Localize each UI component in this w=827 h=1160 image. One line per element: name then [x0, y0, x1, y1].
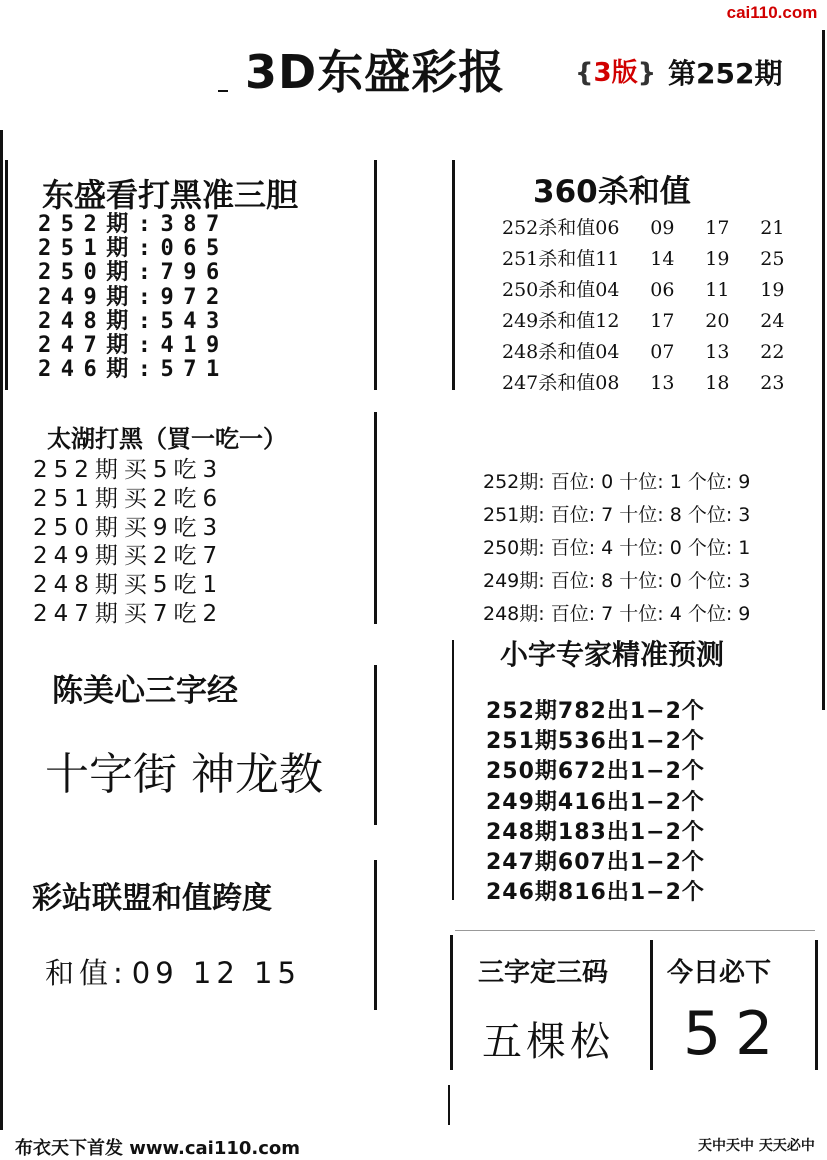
s1-left-line [5, 160, 8, 390]
expert-list [486, 697, 705, 908]
dongsheng-list [38, 213, 229, 382]
s2-right-line [374, 412, 377, 624]
list-item: 248期买5吃1 [33, 572, 224, 599]
row-num: 12 [595, 310, 620, 332]
list-item: 251期: 百位: 7 十位: 8 个位: 3 [483, 504, 751, 526]
row-num: 04 [595, 279, 620, 301]
list-item [502, 337, 815, 368]
list-item: 249期416出1−2个 [486, 789, 705, 815]
dongsheng-title: 东盛看打黑准三胆 [42, 176, 299, 214]
sanzi-value: 五棵松 [482, 1019, 614, 1065]
r-box-divider [650, 940, 653, 1070]
list-item: 250期:796 [38, 260, 229, 286]
list-item: 248期:543 [38, 308, 229, 334]
row-num: 08 [595, 372, 620, 394]
taihu-title: 太湖打黑（買一吃一） [47, 425, 287, 453]
list-item: 252期: 百位: 0 十位: 1 个位: 9 [483, 471, 751, 493]
list-item: 251期536出1−2个 [486, 729, 705, 755]
row-num: 20 [705, 310, 730, 332]
sum360-list [502, 213, 815, 399]
row-label: 251杀和值 [502, 248, 596, 270]
taihu-list [33, 456, 223, 629]
list-item: 248期: 百位: 7 十位: 4 个位: 9 [483, 603, 751, 625]
s3-right-line [374, 665, 377, 825]
row-label: 248杀和值 [502, 341, 596, 363]
right-border [822, 30, 825, 710]
s1-right-line [374, 160, 377, 390]
today-title: 今日必下 [667, 958, 772, 988]
page-title: 3D东盛彩报 [245, 45, 506, 99]
list-item: 252期买5吃3 [33, 457, 224, 483]
expert-title: 小字专家精准预测 [500, 638, 725, 671]
positions-list [483, 466, 750, 631]
row-num: 06 [595, 217, 620, 239]
row-num: 09 [650, 217, 675, 239]
footer-source: 布衣天下首发 www.cai110.com [15, 1138, 301, 1159]
issue-number: 第252期 [668, 57, 783, 90]
row-num: 23 [760, 372, 785, 394]
row-label: 249杀和值 [502, 310, 596, 332]
r-left-line-2 [452, 640, 454, 900]
list-item: 248期183出1−2个 [486, 819, 705, 845]
s4-right-line [374, 860, 377, 1010]
chenmeixin-value: 十字街 神龙教 [45, 749, 323, 800]
row-label: 252杀和值 [502, 217, 596, 239]
header-underline [218, 90, 228, 92]
list-item: 251期:065 [38, 236, 229, 262]
list-item: 247期买7吃2 [33, 600, 224, 627]
caizhan-values [45, 951, 301, 992]
list-item: 252期:387 [38, 212, 229, 237]
site-watermark: cai110.com [717, 0, 827, 26]
sum-values: 09 12 15 [131, 956, 301, 990]
row-num: 19 [705, 248, 730, 270]
row-num: 25 [760, 248, 785, 270]
list-item: 249期: 百位: 8 十位: 0 个位: 3 [483, 570, 751, 592]
edition-brace-open: { [575, 58, 594, 88]
row-num: 21 [760, 217, 785, 239]
list-item: 250期672出1−2个 [486, 759, 705, 785]
row-num: 24 [760, 310, 785, 332]
list-item: 246期816出1−2个 [486, 880, 705, 906]
r-left-line-1 [452, 160, 455, 390]
row-label: 250杀和值 [502, 279, 596, 301]
list-item: 250期: 百位: 4 十位: 0 个位: 1 [483, 537, 751, 559]
list-item [502, 244, 815, 275]
row-num: 18 [705, 372, 730, 394]
row-num: 04 [595, 341, 620, 363]
list-item: 247期607出1−2个 [486, 850, 705, 876]
list-item [502, 368, 815, 399]
row-num: 19 [760, 279, 785, 301]
list-item: 251期买2吃6 [33, 485, 224, 512]
list-item: 246期:571 [38, 357, 229, 383]
list-item: 247期:419 [38, 333, 229, 359]
sum-label: 和值: [45, 956, 128, 990]
edition-label: 3版 [593, 58, 638, 88]
list-item [502, 275, 815, 306]
row-num: 13 [705, 341, 730, 363]
row-num: 14 [650, 248, 675, 270]
row-num: 22 [760, 341, 785, 363]
r-box-top [455, 930, 815, 931]
list-item [502, 213, 815, 244]
chenmeixin-title: 陈美心三字经 [52, 673, 238, 709]
row-label: 247杀和值 [502, 372, 596, 394]
r-box-right [815, 940, 818, 1070]
sanzi-title: 三字定三码 [478, 958, 609, 988]
edition-badge [575, 52, 656, 89]
r-left-line-3 [450, 935, 453, 1070]
list-item: 249期买2吃7 [33, 543, 224, 570]
row-num: 07 [650, 341, 675, 363]
row-num: 17 [705, 217, 730, 239]
row-num: 13 [650, 372, 675, 394]
today-value: 52 [683, 999, 788, 1069]
footer-right-line [448, 1085, 450, 1125]
footer-slogan: 天中天中 天天必中 [698, 1138, 815, 1154]
list-item: 249期:972 [38, 284, 229, 310]
row-num: 11 [705, 279, 730, 301]
sum360-title: 360杀和值 [533, 174, 691, 210]
list-item: 250期买9吃3 [33, 514, 224, 541]
row-num: 17 [650, 310, 675, 332]
edition-brace-close: } [637, 58, 657, 88]
left-border [0, 130, 3, 1130]
row-num: 11 [595, 248, 620, 270]
row-num: 06 [650, 279, 675, 301]
list-item [502, 306, 815, 337]
caizhan-title: 彩站联盟和值跨度 [32, 881, 272, 916]
list-item: 252期782出1−2个 [486, 699, 705, 724]
